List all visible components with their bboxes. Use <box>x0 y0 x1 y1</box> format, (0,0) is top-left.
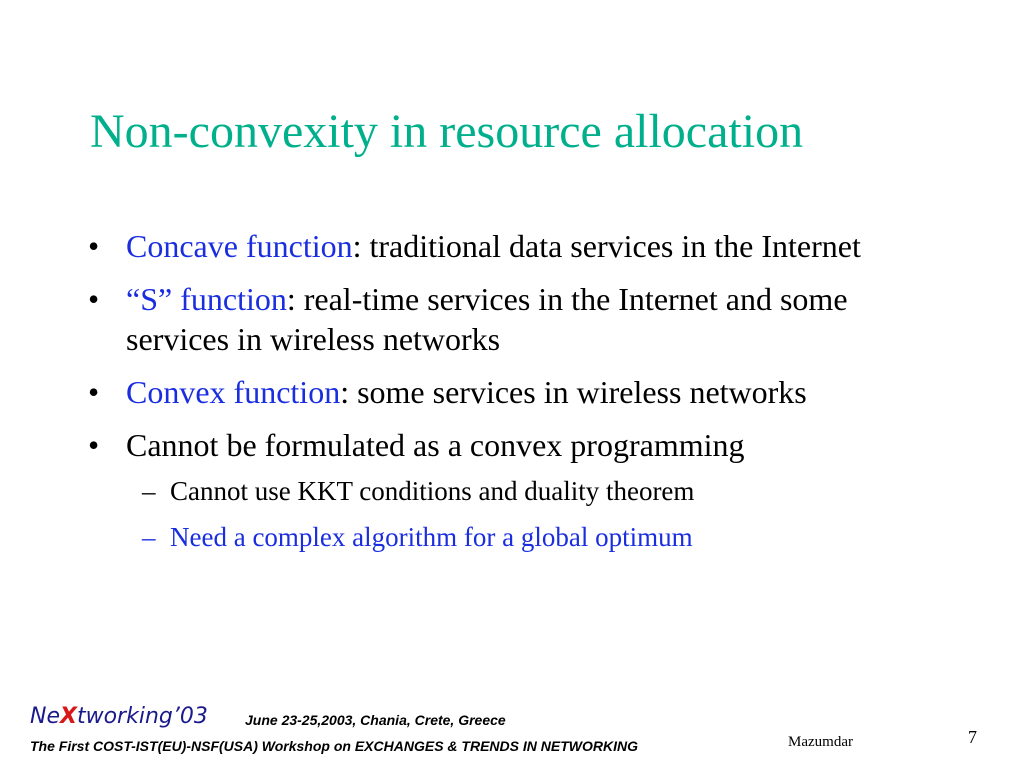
logo-text-pre: Ne <box>30 704 60 729</box>
page-number: 7 <box>968 727 977 747</box>
bullet-item <box>88 425 958 554</box>
logo-text-post: tworking’03 <box>76 704 208 729</box>
sub-bullet-text: Cannot use KKT conditions and duality theorem <box>170 476 695 506</box>
bullet-keyword: Convex function <box>126 374 341 410</box>
bullet-item <box>88 279 958 359</box>
bullet-item <box>88 226 958 266</box>
sub-bullet-list <box>126 475 958 554</box>
bullet-keyword: Concave function <box>126 228 353 264</box>
bullet-text: : traditional data services in the Internet <box>352 228 861 264</box>
sub-bullet-item <box>126 475 958 508</box>
logo-text-x: X <box>60 704 77 729</box>
sub-bullet-marker: – <box>142 522 156 552</box>
sub-bullet-item <box>126 521 958 554</box>
slide-title: Non-convexity in resource allocation <box>90 105 804 158</box>
bullet-list <box>88 226 958 567</box>
bullet-text: Cannot be formulated as a convex programming <box>126 427 745 463</box>
nextworking-logo <box>30 704 208 729</box>
bullet-marker: • <box>88 427 100 463</box>
footer-workshop: The First COST-IST(EU)-NSF(USA) Workshop on EXCHANGES & TRENDS IN NETWORKING <box>30 738 638 754</box>
bullet-keyword: “S” function <box>126 281 287 317</box>
bullet-text: : real-time services in the Internet and some services in wireless networks <box>126 281 848 357</box>
sub-bullet-marker: – <box>142 476 156 506</box>
footer-author: Mazumdar <box>788 734 853 750</box>
bullet-marker: • <box>88 281 100 317</box>
bullet-marker: • <box>88 374 100 410</box>
footer-date: June 23-25,2003, Chania, Crete, Greece <box>245 712 506 728</box>
bullet-marker: • <box>88 228 100 264</box>
sub-bullet-text: Need a complex algorithm for a global optimum <box>170 522 693 552</box>
bullet-item <box>88 372 958 412</box>
bullet-text: : some services in wireless networks <box>340 374 807 410</box>
